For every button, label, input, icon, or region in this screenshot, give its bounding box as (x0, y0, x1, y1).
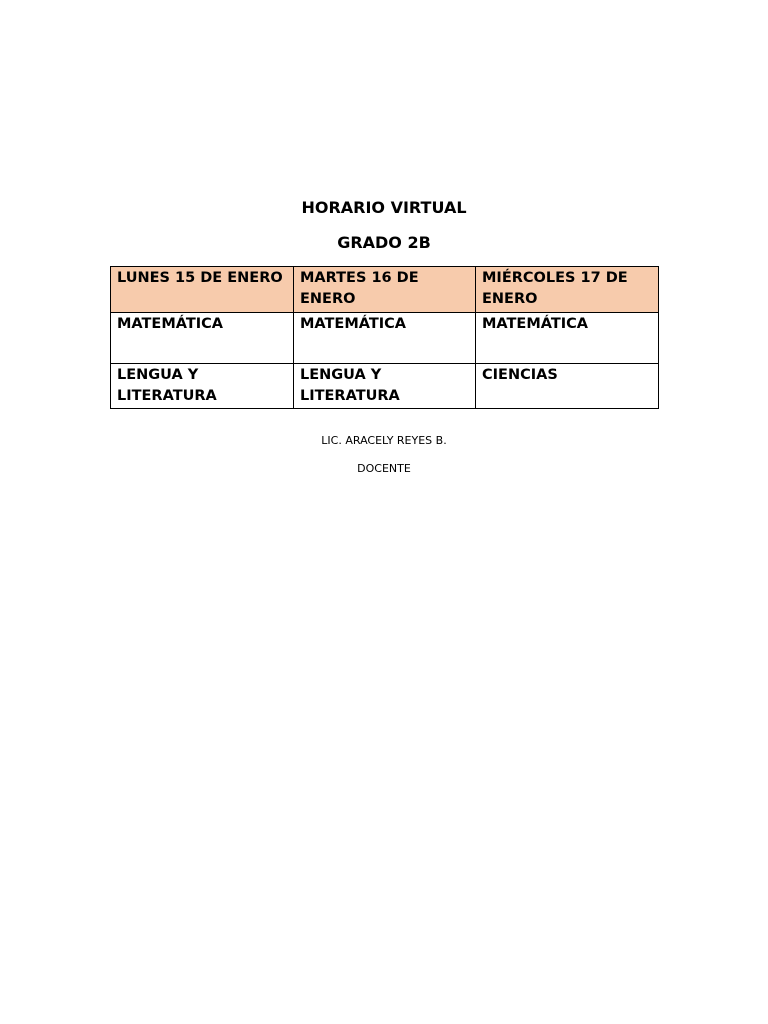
schedule-cell: MATEMÁTICA (111, 313, 294, 364)
schedule-cell: LENGUA Y LITERATURA (294, 364, 476, 409)
signature-name: LIC. ARACELY REYES B. (321, 434, 447, 447)
schedule-header-monday: LUNES 15 DE ENERO (111, 267, 294, 313)
schedule-cell: MATEMÁTICA (476, 313, 659, 364)
schedule-cell: LENGUA Y LITERATURA (111, 364, 294, 409)
schedule-table (110, 266, 659, 409)
document-title: HORARIO VIRTUAL (301, 198, 467, 217)
table-row (111, 313, 659, 364)
schedule-cell: CIENCIAS (476, 364, 659, 409)
signature-role: DOCENTE (357, 462, 411, 475)
document-subtitle: GRADO 2B (337, 233, 431, 252)
table-row (111, 364, 659, 409)
schedule-header-tuesday: MARTES 16 DE ENERO (294, 267, 476, 313)
schedule-header-wednesday: MIÉRCOLES 17 DE ENERO (476, 267, 659, 313)
schedule-cell: MATEMÁTICA (294, 313, 476, 364)
schedule-header-row (111, 267, 659, 313)
